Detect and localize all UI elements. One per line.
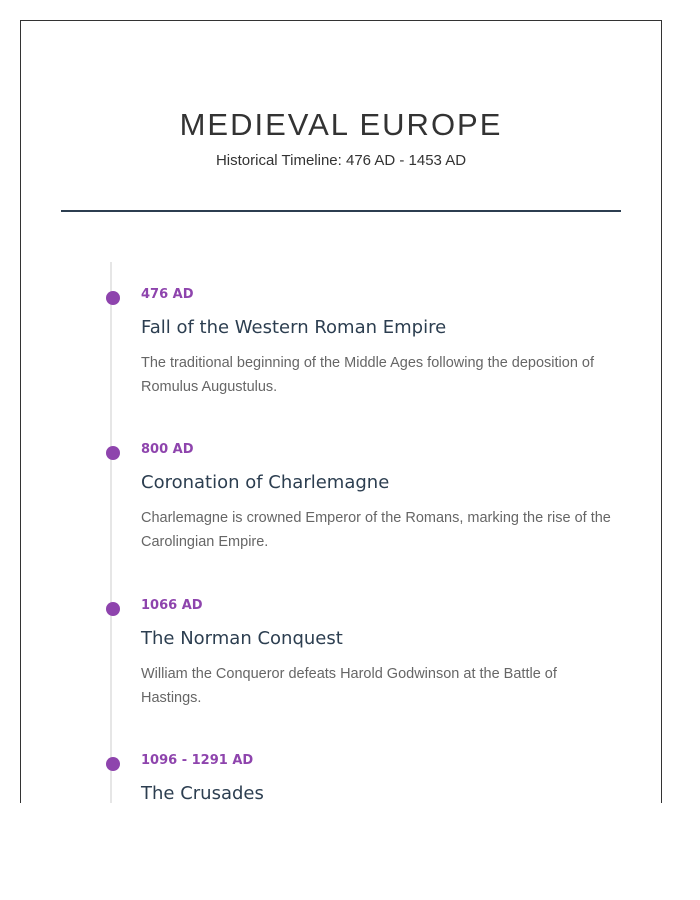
timeline-dot-icon — [106, 757, 120, 771]
event-description: William the Conqueror defeats Harold Godwinson at the Battle of Hastings. — [141, 666, 557, 706]
event-title: The Norman Conquest — [141, 628, 343, 649]
timeline-dot-icon — [106, 446, 120, 460]
event-description: Charlemagne is crowned Emperor of the Romans, marking the rise of the Carolingian Empire. — [141, 510, 611, 550]
timeline-item — [141, 596, 621, 710]
page-subtitle: Historical Timeline: 476 AD - 1453 AD — [215, 152, 467, 169]
event-date: 476 AD — [141, 287, 194, 302]
event-date: 1096 - 1291 AD — [141, 753, 254, 768]
timeline-item — [141, 285, 621, 399]
timeline-dot-icon — [106, 602, 120, 616]
divider — [61, 210, 621, 212]
timeline-item — [141, 751, 621, 803]
event-title: The Crusades — [141, 783, 264, 803]
timeline-line — [110, 262, 112, 803]
event-date: 800 AD — [141, 442, 194, 457]
event-title: Fall of the Western Roman Empire — [141, 317, 447, 338]
event-date: 1066 AD — [141, 598, 203, 613]
timeline-item — [141, 440, 621, 554]
page-title: MEDIEVAL EUROPE — [179, 107, 503, 142]
event-title: Coronation of Charlemagne — [141, 472, 390, 493]
event-description: The traditional beginning of the Middle Ages following the deposition of Romulus Augustulus. — [141, 355, 595, 395]
timeline-dot-icon — [106, 291, 120, 305]
timeline-card — [20, 20, 662, 803]
